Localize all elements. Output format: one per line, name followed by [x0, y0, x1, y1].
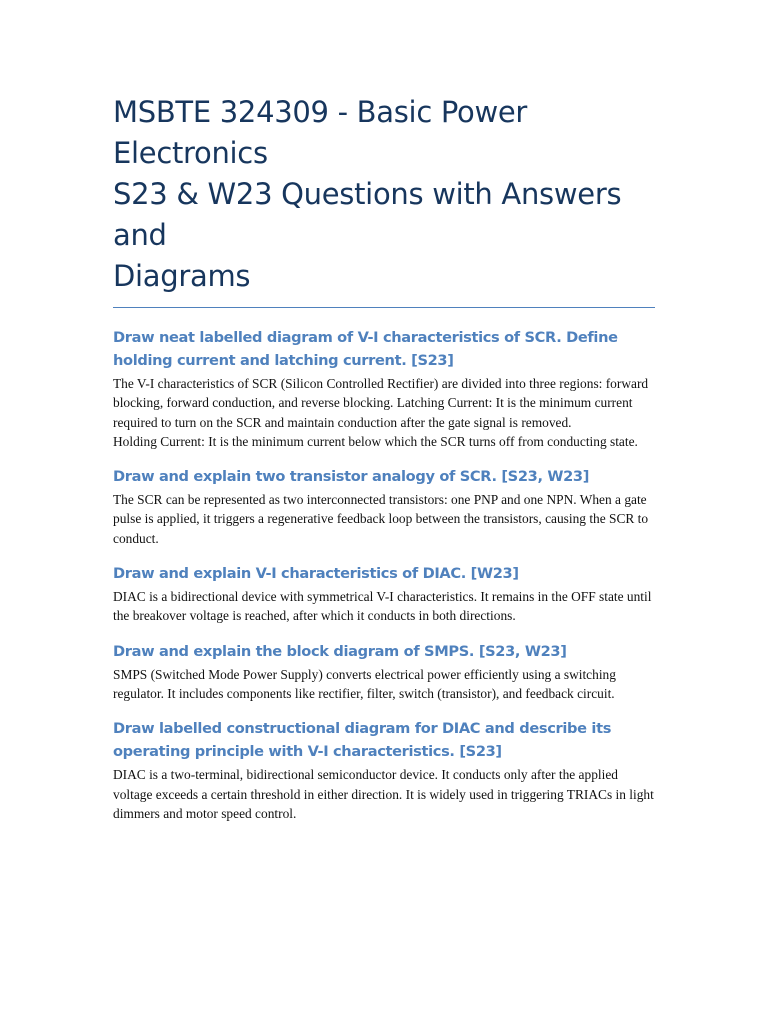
answer-paragraph: Holding Current: It is the minimum current below which the SCR turns off from conducting state.: [113, 433, 638, 449]
answer-paragraph: The SCR can be represented as two interconnected transistors: one PNP and one NPN. When a gate pulse is applied, it triggers a regenerative feedback loop between the transistors, causing the SCR to conduct.: [113, 492, 649, 546]
question-section-4: [113, 640, 655, 704]
question-section-1: [113, 326, 655, 451]
question-section-2: [113, 465, 655, 548]
question-heading: Draw and explain the block diagram of SMPS. [S23, W23]: [113, 642, 567, 660]
question-section-5: [113, 717, 655, 823]
answer-paragraph: The V-I characteristics of SCR (Silicon Controlled Rectifier) are divided into three regions: forward blocking, forward conduction, and reverse blocking. Latching Current: It is the minimum current required to turn on the SCR and maintain conduction after the gate signal is removed.: [113, 376, 649, 430]
title-divider: [113, 307, 655, 308]
question-heading: Draw and explain two transistor analogy of SCR. [S23, W23]: [113, 468, 590, 486]
title-line-4: Diagrams: [113, 259, 251, 293]
answer-paragraph: SMPS (Switched Mode Power Supply) converts electrical power efficiently using a switching regulator. It includes components like rectifier, filter, switch (transistor), and feedback circuit.: [113, 666, 616, 701]
question-section-3: [113, 562, 655, 626]
document-title: [113, 92, 655, 297]
title-line-2: Electronics: [113, 136, 268, 170]
question-heading: Draw neat labelled diagram of V-I characteristics of SCR. Define holding current and latching current. [S23]: [113, 329, 618, 369]
title-line-3: S23 & W23 Questions with Answers and: [113, 177, 622, 252]
question-heading: Draw and explain V-I characteristics of DIAC. [W23]: [113, 565, 519, 583]
question-heading: Draw labelled constructional diagram for DIAC and describe its operating principle with V-I characteristics. [S23]: [113, 720, 612, 761]
document-page: [113, 92, 655, 823]
answer-paragraph: DIAC is a bidirectional device with symmetrical V-I characteristics. It remains in the OFF state until the breakover voltage is reached, after which it conducts in both directions.: [113, 589, 652, 624]
title-line-1: MSBTE 324309 - Basic Power: [113, 95, 528, 129]
answer-paragraph: DIAC is a two-terminal, bidirectional semiconductor device. It conducts only after the applied voltage exceeds a certain threshold in either direction. It is widely used in triggering TRIACs in light dimmers and motor speed control.: [113, 767, 654, 821]
